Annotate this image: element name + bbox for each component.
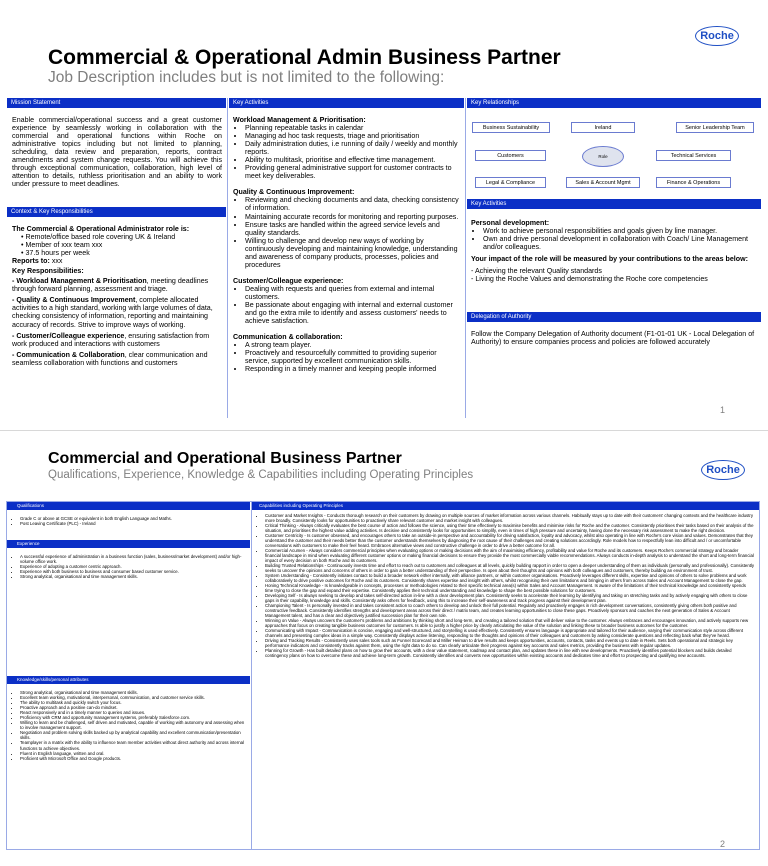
capability-item: • Communicating with Impact - Communication is concise, engaging and well-structured, and storytelling is used effectively. Consistently ensures language is appropriate and tailored for their audience, varying their communication style across different channels and presenting complex ideas in a simple way. Consistently displays active listening, responding to the thoughts and opinions of their colleagues and customers by asking considerate questions and reflecting back what they've heard.: [265, 628, 755, 638]
relationship-box: Business Sustainability: [472, 122, 550, 133]
key-activities-2-header: Key Activities: [467, 199, 761, 209]
knowledge-item: • Proactive approach and a positive can-do mindset.: [20, 705, 248, 710]
activity-group-title: Customer/Colleague experience:: [233, 276, 344, 285]
activities-section: [233, 116, 461, 373]
page-number: 1: [720, 405, 726, 415]
mission-text: Enable commercial/operational success and a great customer experience by seamlessly working in collaboration with the commercial and operational functions within Roche on administrative topics including but not limited to planning, scheduling, data review and preparation, reports, contract amendments and system change requests. You will achieve this through exceptional communication, collaboration, high level of attention to details, ruthless prioritisation and an ability to work under pressure to meet deadlines.: [12, 116, 222, 189]
context-section: [12, 225, 224, 367]
slide-1: [0, 0, 768, 425]
experience-item: • A successful experience of administration in a business function (sales, business/market development) and/or high-volume office work.: [20, 554, 248, 564]
impact-item: - Living the Roche Values and demonstrating the Roche core competencies: [471, 275, 708, 284]
capabilities-header: Capabilities including Operating Principles: [252, 502, 759, 510]
activity-item: • Ability to multitask, prioritise and effective time management.: [245, 156, 461, 164]
column-divider: [465, 98, 466, 418]
experience-header: Experience: [7, 540, 250, 548]
capability-item: • Commercial Acumen - Always considers commercial principles when evaluating options or making decisions with the aim of maximising efficiency, profitability and value for Roche and its customers. Keeps Roche's commercial strategy and broader financial landscape in mind when evaluating different customer options or making financial decisions to ensure they provide the most commercially viable recommendations. Always conducts in-depth analysis to understand the short and long-term financial impact of every decision on both Roche and its customers.: [265, 548, 755, 563]
experience-item: • Strong analytical, organisational and time management skills.: [20, 574, 248, 579]
capability-item: • Customer and Market Insights - Conducts thorough research on their customers by drawing on multiple sources of market information across various channels. Habitually stays up to date with their customers' changing contexts and the healthcare industry more broadly. Consistently looks for opportunities to proactively share relevant customer and market insight with colleagues.: [265, 513, 755, 523]
activity-item: • Reviewing and checking documents and data, checking consistency of information.: [245, 196, 461, 212]
capability-item: • Winning on Value - Always uncovers the customer's problems and ambitions by thinking short and long-term, and creating a tailored solution that will deliver value to the customer. Always embraces and encourages innovation, and actively supports new approaches that focus on creating tangible business outcomes for customers. Is able to justify a higher price by clearly articulating the value of the solution and linking these to broader business outcomes for the customer.: [265, 618, 755, 628]
slide-1-title: Commercial & Operational Admin Business Partner: [48, 46, 561, 69]
activity-item: • Proactively and resourcefully committed to providing superior service, supported by excellent communication skills.: [245, 349, 461, 365]
capability-item: • Building Trusted Relationships - Continuously invests time and effort to reach out to customers and colleagues at all levels, quickly building rapport in order to open a deeper understanding of them as individuals (personally and professionally). Consistently seeks to uncover the opinions and concerns of others in order to gain a better understanding of their perspective. Is open about their thoughts and opinions with both colleagues and customers, thereby building an environment of trust.: [265, 563, 755, 573]
experience-section: [10, 554, 248, 579]
activity-list: [233, 341, 461, 373]
responsibility-item: - Workload Management & Prioritisation, meeting deadlines through forward planning, assessment and triage.: [12, 277, 209, 294]
delegation-text: Follow the Company Delegation of Authority document (F1-01-01 UK - Local Delegation of Authority) to ensure companies process and policies are followed accurately: [471, 330, 755, 347]
activity-group-title: Quality & Continuous Improvement:: [233, 188, 355, 197]
relationship-box: Finance & Operations: [656, 177, 731, 188]
knowledge-item: • Fluent in English language, written and oral.: [20, 751, 248, 756]
development-list: [471, 227, 759, 251]
impact-item: - Achieving the relevant Quality standards: [471, 267, 602, 276]
key-activities-2-section: [471, 219, 759, 283]
activity-list: [233, 285, 461, 325]
responsibility-item: - Customer/Colleague experience, ensuring satisfaction from work produced and interactions with customers: [12, 331, 210, 348]
activity-item: • Be passionate about engaging with internal and external customer and go the extra mile to identify and assess customers' needs to achieve satisfaction.: [245, 301, 461, 325]
development-heading: Personal development:: [471, 219, 550, 227]
knowledge-item: • Willing to learn and be challenged, self driven and motivated, capable of working with autonomy and assessing when to involve management support.: [20, 720, 248, 730]
mission-header: Mission Statement: [7, 98, 226, 108]
knowledge-header: Knowledge/skills/personal attributes: [7, 676, 250, 684]
activity-list: [233, 124, 461, 180]
activity-group-title: Workload Management & Prioritisation:: [233, 116, 366, 124]
relationship-box: Sales & Account Mgmt: [566, 177, 640, 188]
slide-2-subtitle: Qualifications, Experience, Knowledge & Capabilities including Operating Principles: [48, 469, 474, 481]
page-number: 2: [720, 839, 726, 849]
activity-item: • Dealing with requests and queries from external and internal customers.: [245, 285, 461, 301]
capability-item: • Developing Self - Is always seeking to develop and takes self-directed action in-line with a clear development plan. Consistently seeks to accelerate their learning by identifying and taking on stretching tasks and by actively engaging with others to close gaps in their capability, knowledge and skills. Consistently asks others for feedback, using this to increase their self-awareness and track progress against their development plan.: [265, 593, 755, 603]
activity-item: • Ensure tasks are handled within the agreed service levels and quality standards.: [245, 221, 461, 237]
development-item: • Work to achieve personal responsibilities and goals given by line manager.: [483, 227, 759, 235]
relationship-box: Legal & Compliance: [475, 177, 546, 188]
activity-item: • Daily administration duties, i.e running of daily / weekly and monthly reports.: [245, 140, 461, 156]
knowledge-item: • Excellent team working, motivational, interpersonal, communication, and customer service skills.: [20, 695, 248, 700]
activity-item: • Providing general administrative support for customer contracts to meet key deliverables.: [245, 164, 461, 180]
capability-item: • Driving and Tracking Results - Consistently uses sales tools such as Funnel Scorecard and Miller Heiman to drive results and keeps opportunities, accounts, contacts, tasks and events up to date in Reels. Sets both operational and strategic key performance indicators and consistently tracks against them, using the right data to do so. Can clearly articulate their progress against key accounts and sales metrics, providing the business with regular updates.: [265, 638, 755, 648]
slide-separator: [0, 430, 768, 431]
slide-1-subtitle: Job Description includes but is not limited to the following:: [48, 69, 445, 86]
responsibilities-heading: Key Responsibilities:: [12, 267, 84, 276]
qualifications-header: Qualifications: [7, 502, 250, 510]
activity-item: • Planning repeatable tasks in calendar: [245, 124, 461, 132]
relationship-box: Customers: [475, 150, 546, 161]
role-item: • Member of xxx team xxx: [21, 241, 103, 250]
activity-item: • Maintaining accurate records for monitoring and reporting purposes.: [245, 213, 461, 221]
role-heading: The Commercial & Operational Administrator role is:: [12, 225, 190, 233]
qualifications-section: [10, 516, 248, 526]
context-header: Context & Key Responsibilities: [7, 207, 226, 217]
knowledge-item: • Proficient with Microsoft Office and Google products.: [20, 756, 248, 761]
qualification-item: • Grade C or above at GCSE or equivalent in both English Language and Maths.: [20, 516, 248, 521]
knowledge-item: • Negotiation and problem solving skills backed up by analytical capability and excellent communication/presentation skills.: [20, 730, 248, 740]
knowledge-item: • The ability to multitask and quickly switch your focus.: [20, 700, 248, 705]
activities-header: Key Activities: [229, 98, 464, 108]
knowledge-item: • Teamplayer in a matrix with the ability to influence team member activities without direct authority and across internal functions to achieve objectives.: [20, 740, 248, 750]
roche-logo: Roche: [695, 26, 739, 46]
role-node: Role: [582, 146, 624, 167]
activity-item: • Willing to challenge and develop new ways of working by continuously developing and maintaining knowledge, understanding and awareness of company products, processes, policies and procedures: [245, 237, 461, 269]
responsibility-item: - Communication & Collaboration, clear communication and seamless collaboration with functions and customers: [12, 350, 208, 367]
relationship-box: Technical Services: [656, 150, 731, 161]
relationships-header: Key Relationships: [467, 98, 761, 108]
roche-logo: Roche: [701, 460, 745, 480]
activity-group-title: Communication & collaboration:: [233, 333, 343, 342]
role-item: • 37.5 hours per week: [21, 249, 90, 258]
column-divider: [227, 98, 228, 418]
qualification-item: • Post Leaving Certificate (PLC) - Ireland: [20, 521, 248, 526]
responsibility-item: - Quality & Continuous Improvement, complete allocated activities to a high standard, working with large volumes of data, checking consistency of information, reporting and maintaining accuracy of records. Strive to improve ways of working.: [12, 296, 213, 329]
activity-item: • Responding in a timely manner and keeping people informed: [245, 365, 461, 373]
slide-2-title: Commercial and Operational Business Partner: [48, 450, 402, 467]
reports-to: Reports to: xxx: [12, 257, 63, 266]
role-item: • Remote/office based role covering UK & Ireland: [21, 233, 176, 242]
impact-heading: Your impact of the role will be measured by your contributions to the areas below:: [471, 255, 748, 264]
slide-2: [0, 436, 768, 866]
relationship-box: Senior Leadership Team: [676, 122, 754, 133]
capabilities-section: [255, 513, 755, 658]
activity-item: • A strong team player.: [245, 341, 461, 349]
relationship-box: Ireland: [571, 122, 635, 133]
activity-item: • Managing ad hoc task requests, triage and prioritisation: [245, 132, 461, 140]
activity-list: [233, 196, 461, 268]
knowledge-item: • Strong analytical, organisational and time management skills.: [20, 690, 248, 695]
knowledge-item: • Proficiency with CRM and opportunity management systems, preferably Salesforce.com.: [20, 715, 248, 720]
capability-item: • Customer Centricity - Is customer obsessed, and encourages others to take an outside-in perspective and accountability for driving satisfaction, loyalty and advocacy, whilst also operating in line with Roche's core vision and values. Demonstrates that they understand the customer and their needs better than the customer understands themselves by diagnosing the root cause of their challenges and creating solutions accordingly. Role models how to respectfully lean into difficult and / or uncomfortable conversations with customers to make their feel heard. Embraces alternative views and constructive challenge in order to drive a better outcome for all.: [265, 533, 755, 548]
capability-item: • Critical Thinking - Always critically evaluates the best course of action and follows the science, using their time effectively to maximise benefits and minimise risks for Roche and the customer. Consistently prioritises their tasks based on their analysis of the situation, and prioritises the highest value adding activities. Is decisive and consistently looks for opportunities to simplify, even in times of high pressure and uncertainty, having done the necessary risk assessment to make the right decision.: [265, 523, 755, 533]
capability-item: • Championing Talent - Is personally invested in and takes consistent action to coach others to develop and unlock their full potential. Regularly and proactively engages in rich development conversations, consistently giving others both positive and constructive feedback. Consistently identifies strengths and development areas across their direct / matrix team, and creates learning opportunities to close these gaps. Proactively sponsors and coaches the next generation of Sales & Account Management talent, and has a clear and objectively justified succession plan for their own role.: [265, 603, 755, 618]
experience-item: • Experience of adopting a customer centric approach.: [20, 564, 248, 569]
column-divider: [251, 501, 252, 850]
knowledge-section: [10, 690, 248, 761]
capability-item: • Planning for Growth - Has built detailed plans on how to grow their accounts, with a clear value statement, roadmap and contact plan, and updates these in line with new developments. Proactively identifies potential blockers and builds detailed contingency plans on how to overcome these and achieve long-term growth. Consistently identifies and converts new opportunities within existing accounts and dedicates time and effort to prospecting and qualifying new accounts.: [265, 648, 755, 658]
capability-item: • Honing Technical Knowledge - Is knowledgeable in concepts, processes or methodologies related to their specific technical area(s) within Sales and Account Management. Is aware of the limitations of their technical knowledge and consistently spends time trying to close the gap and expand their expertise. Consistently applies their technical understanding and knowledge to shape the best possible solutions for customers.: [265, 583, 755, 593]
delegation-header: Delegation of Authority: [467, 312, 761, 322]
capability-item: • System Understanding - Consistently initiates contact to build a broader network either internally, with alliance partners, or within customer organisations. Proactively leverages different skills, expertise and opinions of others to solve problems and work collaboratively to drive positive outcomes for Roche and its customers. Consistently shares expertise and insight with others, whilst recognising their own limitations and bringing in others from across Sales and Account Management to close the gap.: [265, 573, 755, 583]
development-item: • Own and drive personal development in collaboration with Coach/ Line Management and/or colleagues.: [483, 235, 759, 251]
experience-item: • Experience with both business to business and consumer based customer service.: [20, 569, 248, 574]
knowledge-item: • React responsively and in a timely manner to queries and issues.: [20, 710, 248, 715]
